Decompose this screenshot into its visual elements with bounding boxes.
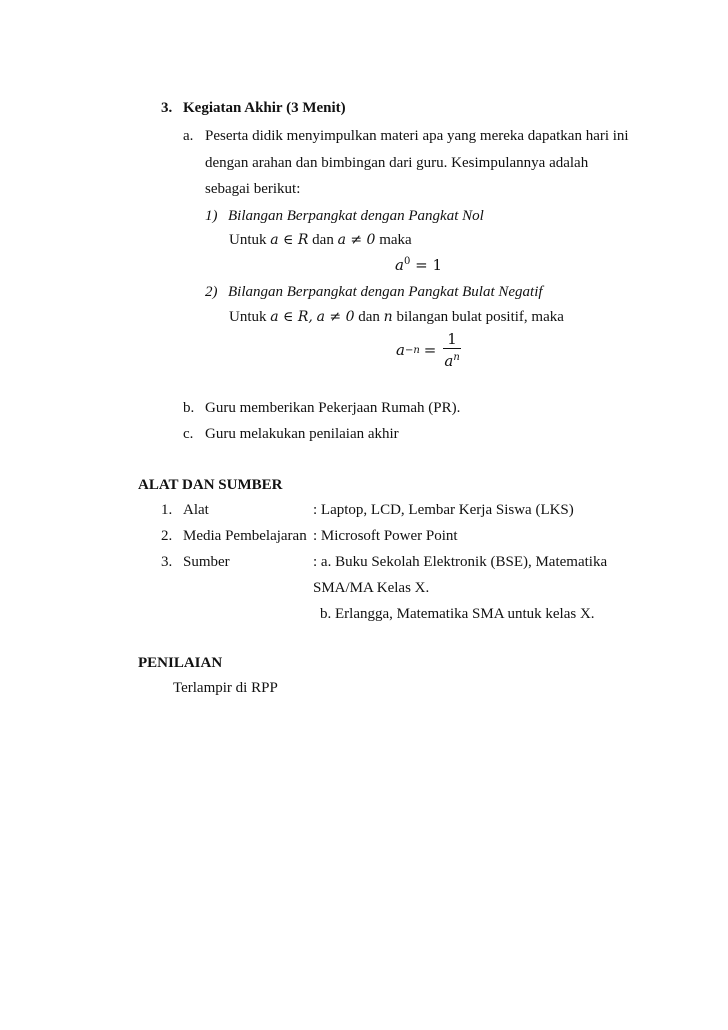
math-a-neq-0: a ≠ 0 bbox=[316, 309, 355, 325]
math-n: n bbox=[383, 309, 393, 325]
formula-rhs: = 1 bbox=[415, 256, 442, 274]
list-marker: a. bbox=[183, 128, 194, 144]
formula-fraction bbox=[440, 330, 463, 370]
row-label: Alat bbox=[183, 502, 209, 518]
penilaian-text: Terlampir di RPP bbox=[173, 680, 278, 696]
section-heading: Kegiatan Akhir (3 Menit) bbox=[183, 100, 346, 116]
row-label: Sumber bbox=[183, 554, 230, 570]
text-dan: dan bbox=[358, 309, 380, 325]
fraction-denominator bbox=[440, 349, 463, 370]
paragraph-line: sebagai berikut: bbox=[205, 181, 301, 197]
text-rest: bilangan bulat positif, maka bbox=[396, 309, 564, 325]
sublist-marker: 1) bbox=[205, 208, 218, 224]
list-marker: c. bbox=[183, 426, 194, 442]
subsection-title: Bilangan Berpangkat dengan Pangkat Nol bbox=[228, 208, 484, 224]
section-heading-penilaian: PENILAIAN bbox=[138, 655, 223, 671]
formula-exponent: 0 bbox=[403, 256, 411, 267]
text-untuk: Untuk bbox=[229, 232, 267, 248]
formula-negative-exponent bbox=[396, 330, 464, 370]
row-number: 3. bbox=[161, 554, 173, 570]
condition-line bbox=[229, 309, 564, 326]
fraction-numerator: 1 bbox=[443, 330, 461, 349]
formula-equals: = bbox=[423, 341, 437, 359]
row-number: 1. bbox=[161, 502, 173, 518]
text-maka: maka bbox=[379, 232, 412, 248]
row-label: Media Pembelajaran bbox=[183, 528, 307, 544]
math-a-neq-0: a ≠ 0 bbox=[337, 232, 376, 248]
paragraph-line: dengan arahan dan bimbingan dari guru. Kesimpulannya adalah bbox=[205, 155, 589, 171]
denominator-exponent: n bbox=[453, 352, 460, 363]
formula-base: a bbox=[396, 341, 405, 359]
sublist-marker: 2) bbox=[205, 284, 218, 300]
condition-line bbox=[229, 232, 412, 249]
subsection-title: Bilangan Berpangkat dengan Pangkat Bulat Negatif bbox=[228, 284, 543, 300]
formula-exponent: −n bbox=[404, 344, 420, 356]
row-value: : Laptop, LCD, Lembar Kerja Siswa (LKS) bbox=[313, 502, 574, 518]
row-value-continuation: SMA/MA Kelas X. bbox=[313, 580, 430, 596]
denominator-base: a bbox=[444, 352, 454, 370]
list-marker: b. bbox=[183, 400, 195, 416]
math-a-in-r: a ∈ R bbox=[270, 232, 309, 248]
formula-zero-exponent bbox=[395, 256, 442, 274]
paragraph-line: Peserta didik menyimpulkan materi apa yang mereka dapatkan hari ini bbox=[205, 128, 629, 144]
list-item-text: Guru memberikan Pekerjaan Rumah (PR). bbox=[205, 400, 461, 416]
list-item-text: Guru melakukan penilaian akhir bbox=[205, 426, 399, 442]
text-dan: dan bbox=[312, 232, 334, 248]
row-number: 2. bbox=[161, 528, 173, 544]
math-a-in-r: a ∈ R, bbox=[270, 309, 313, 325]
row-value-continuation: b. Erlangga, Matematika SMA untuk kelas X. bbox=[320, 606, 595, 622]
row-value: : a. Buku Sekolah Elektronik (BSE), Matematika bbox=[313, 554, 608, 570]
text-untuk: Untuk bbox=[229, 309, 267, 325]
section-heading-alat-sumber: ALAT DAN SUMBER bbox=[138, 477, 283, 493]
section-number: 3. bbox=[161, 100, 173, 116]
formula-base: a bbox=[395, 256, 404, 274]
row-value: : Microsoft Power Point bbox=[313, 528, 458, 544]
